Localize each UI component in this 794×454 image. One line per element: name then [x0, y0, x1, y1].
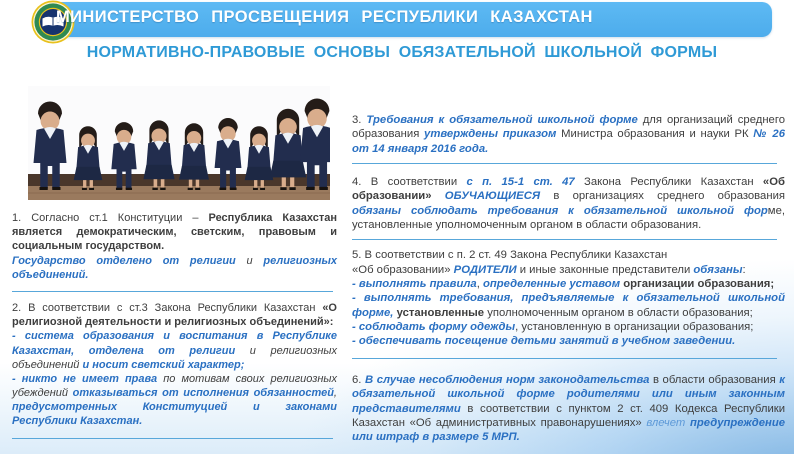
divider-left-1 — [12, 291, 333, 292]
text-block-4: 4. В соответствии с п. 15-1 ст. 47 Закона Республики Казахстан «Об образовании» ОБУЧАЮЩИЕСЯ в организациях среднего образования обязаны соблюдать требования к обязательной школьной форме, установленные уполномоченным органом в области образования. — [352, 176, 786, 232]
divider-left-2 — [12, 438, 333, 439]
text-block-3: 3. Требования к обязательной школьной форме для организаций среднего образования утверждены приказом Министра образования и науки РК № 26 от 14 января 2016 года. — [352, 114, 785, 155]
right-column — [352, 100, 785, 445]
left-column — [12, 211, 337, 448]
divider-right-1 — [352, 163, 777, 164]
text-block-1: 1. Согласно ст.1 Конституции – Республика Казахстан является демократическим, светским, правовым и социальным государством. Государство отделено от религии и религиозных объединений. — [12, 212, 337, 281]
divider-right-2 — [352, 239, 777, 240]
text-block-5: 5. В соответствии с п. 2 ст. 49 Закона Республики Казахстан «Об образовании» РОДИТЕЛИ и иные законные представители обязаны: - выполнять правила, определенные уставом организации образования; - выполнять требования, предъявляемые к обязательной школьной форме, установленные уполномоченным органом в области образования; - соблюдать форму одежды, установленную в организации образования; - обеспечивать посещение детьми занятий в учебном заведении. — [352, 249, 785, 348]
ministry-title: МИНИСТЕРСТВО ПРОСВЕЩЕНИЯ РЕСПУБЛИКИ КАЗАХСТАН — [56, 8, 593, 26]
text-block-6: 6. В случае несоблюдения норм законодательства в области образования к обязательной школьной форме родителями или иным законным представителями в соответствии с пунктом 2 ст. 409 Кодекса Республики Казахстан «Об административных правонарушениях» влечет предупреждение или штраф в размере 5 МРП. — [352, 373, 786, 444]
uniform-children-photo — [28, 86, 330, 200]
text-block-2: 2. В соответствии с ст.3 Закона Республики Казахстан «О религиозной деятельности и религиозных объединений»: - система образования и воспитания в Республике Казахстан, отделена от религии и религиозных объединений и носит светский характер; - никто не имеет права по мотивам своих религиозных убеждений отказываться от исполнения обязанностей, предусмотренных Конституцией и законами Республики Казахстан. — [12, 301, 338, 428]
page-title: НОРМАТИВНО-ПРАВОВЫЕ ОСНОВЫ ОБЯЗАТЕЛЬНОЙ ШКОЛЬНОЙ ФОРМЫ — [86, 44, 718, 61]
divider-right-3 — [352, 358, 777, 359]
